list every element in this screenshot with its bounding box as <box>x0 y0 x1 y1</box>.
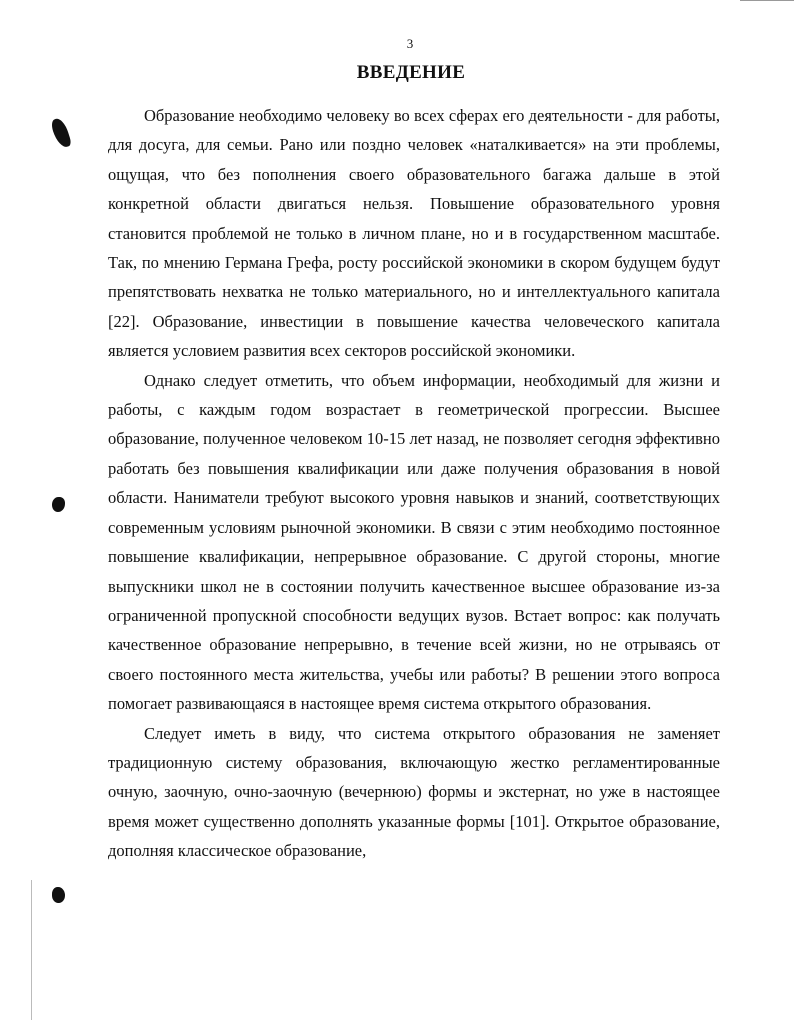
section-heading: ВВЕДЕНИЕ <box>356 62 466 83</box>
paragraph: Следует иметь в виду, что система открытого образования не заменяет традиционную систему образования, включающую жестко регламентированные очную, заочную, очно-заочную (вечернюю) формы и экстернат, но уже в настоящее время может существенно дополнять указанные формы [101]. Открытое образование, дополняя классическое образование, <box>108 723 720 861</box>
paragraph: Однако следует отметить, что объем информации, необходимый для жизни и работы, с каждым годом возрастает в геометрической прогрессии. Высшее образование, полученное человеком 10-15 лет назад, не позволяет сегодня эффективно работать без повышения квалификации или даже получения образования в новой области. Наниматели требуют высокого уровня навыков и знаний, соответствующих современным условиям рыночной экономики. В связи с этим необходимо постоянное повышение квалификации, непрерывное образование. С другой стороны, многие выпускники школ не в состоянии получить качественное высшее образование из-за ограниченной пропускной способности ведущих вузов. Встает вопрос: как получать качественное образование непрерывно, в течение всей жизни, но не отрываясь от своего постоянного места жительства, учебы или работы? В решении этого вопроса помогает развивающаяся в настоящее время система открытого образования. <box>108 370 720 714</box>
page-number: 3 <box>406 36 414 51</box>
paragraph: Образование необходимо человеку во всех сферах его деятельности - для работы, для досуга, для семьи. Рано или поздно человек «наталкивается» на эти проблемы, ощущая, что без пополнения своего образовательного багажа дальше в этой конкретной области двигаться нельзя. Повышение образовательного уровня становится проблемой не только в личном плане, но и в государственном масштабе. Так, по мнению Германа Грефа, росту российской экономики в скором будущем будут препятствовать нехватка не только материального, но и интеллектуального капитала [22]. Образование, инвестиции в повышение качества человеческого капитала является условием развития всех секторов российской экономики. <box>108 106 720 361</box>
scan-artifact-blot <box>52 497 65 512</box>
scan-artifact-blot <box>52 887 65 903</box>
scan-artifact-blot <box>50 117 73 150</box>
scan-edge-mark <box>31 880 32 1020</box>
scan-edge-mark <box>740 0 794 1</box>
body-text <box>108 101 720 866</box>
